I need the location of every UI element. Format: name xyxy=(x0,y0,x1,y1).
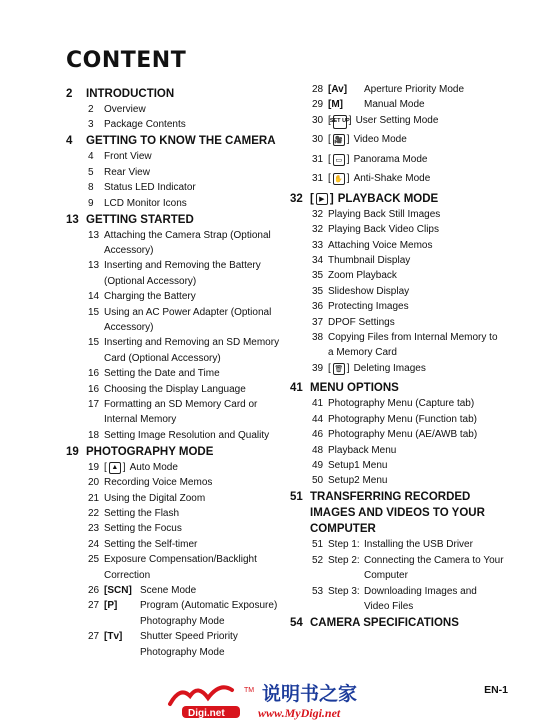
toc-section xyxy=(290,382,399,394)
toc-entry-label: Front View xyxy=(104,151,152,163)
toc-entry-label: Video Files xyxy=(364,600,414,612)
toc-entry-label: Setting the Focus xyxy=(104,523,182,535)
toc-entry xyxy=(312,154,428,166)
toc-page-number: 4 xyxy=(88,151,94,163)
bracket: [ xyxy=(328,173,331,185)
toc-indent xyxy=(88,616,140,627)
toc-entry xyxy=(88,508,179,519)
mydigi-logo xyxy=(158,676,398,722)
toc-section xyxy=(290,193,438,205)
bracket: [ xyxy=(328,134,331,146)
toc-entry xyxy=(88,647,225,658)
toc-section xyxy=(66,135,276,147)
toc-page-number: 13 xyxy=(88,229,100,241)
toc-entry-label: LCD Monitor Icons xyxy=(104,197,187,209)
bracket: [ xyxy=(328,153,331,165)
toc-entry xyxy=(312,398,474,409)
toc-entry-label: Attaching the Camera Strap (Optional xyxy=(104,229,271,241)
toc-entry-label: Accessory) xyxy=(104,322,154,333)
toc-entry-label: Internal Memory xyxy=(104,414,177,426)
toc-page-number: 2 xyxy=(88,104,94,115)
toc-entry-label: Auto Mode xyxy=(129,461,178,473)
mode-icon: ✋ xyxy=(333,173,345,185)
mode-icon: SET UP xyxy=(333,115,347,129)
toc-entry xyxy=(312,601,413,612)
mode-icon: ▶ xyxy=(316,193,328,205)
toc-entry xyxy=(88,230,271,241)
toc-section xyxy=(290,617,459,629)
toc-entry xyxy=(312,255,410,266)
toc-entry-label: DPOF Settings xyxy=(328,316,395,328)
toc-entry-label: Playing Back Video Clips xyxy=(328,224,439,236)
toc-entry-label: Setting the Date and Time xyxy=(104,368,220,380)
toc-entry-label: MENU OPTIONS xyxy=(310,382,399,395)
toc-page-number: 26 xyxy=(88,585,100,596)
page-number: EN-1 xyxy=(484,684,508,696)
toc-entry xyxy=(312,99,425,110)
toc-entry xyxy=(88,600,277,611)
toc-section xyxy=(66,88,174,100)
toc-indent xyxy=(88,414,104,425)
logo-url: www.MyDigi.net xyxy=(258,706,341,720)
toc-entry-label: Recording Voice Memos xyxy=(104,477,213,489)
toc-entry xyxy=(312,134,407,146)
toc-entry-label: Copying Files from Internal Memory to xyxy=(328,332,498,343)
toc-entry-label: Aperture Priority Mode xyxy=(364,84,465,95)
toc-entry xyxy=(312,555,504,566)
toc-entry-label: CAMERA SPECIFICATIONS xyxy=(310,616,459,629)
toc-section xyxy=(290,507,485,519)
toc-page-number: 3 xyxy=(88,119,94,131)
toc-page-number: 19 xyxy=(88,461,100,473)
toc-page-number: 53 xyxy=(312,585,324,597)
toc-entry xyxy=(312,539,473,550)
toc-entry-label: IMAGES AND VIDEOS TO YOUR xyxy=(310,507,485,520)
toc-entry xyxy=(312,209,440,220)
toc-entry xyxy=(312,570,408,581)
toc-entry xyxy=(312,115,438,129)
toc-entry xyxy=(312,270,397,281)
toc-page-number: 28 xyxy=(312,84,324,95)
toc-entry xyxy=(88,631,238,642)
bracket: ] xyxy=(122,461,126,473)
toc-indent xyxy=(312,570,364,581)
toc-entry-label: Photography Mode xyxy=(140,615,225,627)
toc-page-number: 17 xyxy=(88,399,100,410)
toc-page-number: 35 xyxy=(312,270,324,282)
toc-entry-label: Setting Image Resolution and Quality xyxy=(104,429,270,441)
toc-entry xyxy=(88,523,182,534)
toc-entry-label: Package Contents xyxy=(104,119,186,131)
toc-page-number: 14 xyxy=(88,291,100,303)
toc-page-number: 38 xyxy=(312,332,324,343)
toc-entry xyxy=(88,167,150,178)
toc-entry-label: Using the Digital Zoom xyxy=(104,492,206,504)
bracket: [ xyxy=(104,461,107,473)
toc-entry-label: Setting the Flash xyxy=(104,508,180,519)
toc-page-number: 32 xyxy=(290,192,303,205)
toc-entry xyxy=(88,430,269,441)
toc-entry-label: GETTING STARTED xyxy=(86,213,194,226)
toc-page-number: 50 xyxy=(312,475,324,487)
toc-page-number: 22 xyxy=(88,508,100,519)
bracket: [ xyxy=(328,114,331,126)
toc-page-number: 18 xyxy=(88,429,100,441)
toc-entry xyxy=(88,245,153,256)
toc-page-number: 24 xyxy=(88,538,100,550)
toc-entry xyxy=(312,317,395,328)
toc-entry-label: Exposure Compensation/Backlight xyxy=(104,554,257,566)
toc-entry-label: GETTING TO KNOW THE CAMERA xyxy=(86,135,276,148)
toc-entry xyxy=(88,337,279,348)
toc-entry-label: Program (Automatic Exposure) xyxy=(140,600,278,612)
toc-indent xyxy=(312,347,328,358)
toc-entry-label: (Optional Accessory) xyxy=(104,275,197,287)
toc-page-number: 36 xyxy=(312,301,324,313)
toc-page-number: 46 xyxy=(312,429,324,441)
toc-indent xyxy=(88,276,104,287)
toc-page-number: 30 xyxy=(312,114,324,126)
toc-entry-label: User Setting Mode xyxy=(355,114,439,126)
toc-entry-label: Formatting an SD Memory Card or xyxy=(104,399,258,410)
toc-entry xyxy=(88,585,196,596)
toc-entry xyxy=(88,353,221,364)
toc-entry-label: INTRODUCTION xyxy=(86,88,175,100)
toc-entry-label: TRANSFERRING RECORDED xyxy=(310,491,471,504)
toc-page-number: 15 xyxy=(88,306,100,318)
toc-entry xyxy=(312,84,464,95)
toc-page-number: 54 xyxy=(290,616,303,629)
toc-entry xyxy=(88,368,220,379)
toc-entry xyxy=(312,173,430,185)
toc-entry xyxy=(312,224,439,235)
toc-mode-tag: [Av] xyxy=(328,84,348,95)
toc-entry xyxy=(88,119,186,130)
toc-entry-label: Slideshow Display xyxy=(328,285,410,297)
toc-entry-label: Connecting the Camera to Your xyxy=(364,554,504,566)
toc-entry-label: Scene Mode xyxy=(140,585,197,596)
bracket: [ xyxy=(328,362,331,374)
bracket: ] xyxy=(346,153,350,165)
toc-entry-label: Inserting and Removing an SD Memory xyxy=(104,337,280,349)
toc-entry-label: Using an AC Power Adapter (Optional xyxy=(104,306,272,318)
bracket: ] xyxy=(346,173,350,185)
toc-entry-label: Photography Mode xyxy=(140,646,225,658)
toc-page-number: 20 xyxy=(88,477,100,489)
toc-page-number: 52 xyxy=(312,554,324,566)
toc-entry-label: Setting the Self-timer xyxy=(104,538,198,550)
toc-page-number: 34 xyxy=(312,255,324,266)
toc-entry-label: a Memory Card xyxy=(328,347,397,359)
toc-entry xyxy=(88,198,187,209)
toc-indent xyxy=(312,601,364,612)
toc-entry-label: Inserting and Removing the Battery xyxy=(104,260,261,272)
toc-entry-label: Attaching Voice Memos xyxy=(328,239,433,251)
toc-section xyxy=(66,446,213,458)
toc-entry-label: Status LED Indicator xyxy=(104,182,196,194)
toc-entry xyxy=(88,414,176,425)
toc-entry-label: Video Mode xyxy=(353,134,407,146)
toc-page-number: 31 xyxy=(312,153,324,165)
toc-entry xyxy=(88,539,197,550)
auto-mode-icon: ▲ xyxy=(109,462,121,474)
toc-section xyxy=(66,214,194,226)
toc-indent xyxy=(88,353,104,364)
toc-mode-tag: [Tv] xyxy=(104,631,123,643)
toc-entry-label: COMPUTER xyxy=(310,523,376,536)
toc-page-number: 35 xyxy=(312,285,324,297)
toc-indent xyxy=(290,523,310,535)
toc-entry-label: Charging the Battery xyxy=(104,291,196,303)
toc-entry xyxy=(88,307,271,318)
toc-entry-label: Rear View xyxy=(104,166,150,178)
toc-indent xyxy=(88,570,104,581)
bracket: ] xyxy=(346,362,350,374)
toc-entry xyxy=(88,399,257,410)
toc-entry-label: Computer xyxy=(364,570,408,582)
toc-entry-label: Photography Menu (AE/AWB tab) xyxy=(328,429,478,441)
toc-entry xyxy=(312,414,477,425)
toc-entry xyxy=(88,477,212,488)
toc-entry-label: Zoom Playback xyxy=(328,270,397,282)
toc-page-number: 27 xyxy=(88,600,100,612)
toc-entry-label: Deleting Images xyxy=(353,362,426,374)
toc-page-number: 21 xyxy=(88,492,100,504)
mode-icon: 🗑 xyxy=(333,363,345,375)
toc-entry xyxy=(88,462,178,474)
toc-page-number: 33 xyxy=(312,239,324,251)
toc-indent xyxy=(88,322,104,333)
toc-indent xyxy=(290,507,310,519)
toc-page-number: 2 xyxy=(66,88,73,100)
toc-entry xyxy=(312,445,396,456)
toc-page-number: 44 xyxy=(312,413,324,425)
toc-entry xyxy=(88,291,196,302)
toc-page-number: 30 xyxy=(312,134,324,146)
toc-entry-label: Correction xyxy=(104,569,151,581)
toc-entry-label: Photography Menu (Function tab) xyxy=(328,413,477,425)
toc-section xyxy=(290,523,376,535)
bracket: ] xyxy=(348,114,352,126)
mode-icon: ▭ xyxy=(333,154,345,166)
toc-page-number: 9 xyxy=(88,197,94,209)
toc-entry xyxy=(88,322,153,333)
toc-entry xyxy=(312,332,498,343)
toc-page-number: 8 xyxy=(88,182,94,194)
toc-entry-label: Anti-Shake Mode xyxy=(353,173,431,185)
toc-indent xyxy=(88,245,104,256)
toc-entry xyxy=(312,347,397,358)
toc-entry xyxy=(312,429,477,440)
toc-page-number: 5 xyxy=(88,166,94,178)
toc-page-number: 51 xyxy=(290,491,303,504)
toc-entry-label: Setup2 Menu xyxy=(328,475,388,487)
toc-entry xyxy=(88,384,246,395)
toc-entry xyxy=(88,276,196,287)
toc-entry xyxy=(312,460,388,471)
toc-page-number: 4 xyxy=(66,135,73,148)
bracket: ] xyxy=(329,192,334,205)
toc-mode-tag: Step 3: xyxy=(328,585,360,597)
toc-entry-label: Downloading Images and xyxy=(364,585,477,597)
toc-entry xyxy=(88,493,205,504)
toc-page-number: 13 xyxy=(66,213,79,226)
toc-entry xyxy=(88,151,152,162)
logo-tm: TM xyxy=(244,687,255,694)
toc-page-number: 51 xyxy=(312,539,324,551)
toc-entry-label: Setup1 Menu xyxy=(328,459,388,471)
toc-entry-label: Manual Mode xyxy=(364,99,425,111)
toc-entry xyxy=(88,104,146,115)
toc-entry-label: Card (Optional Accessory) xyxy=(104,352,221,364)
toc-entry xyxy=(88,182,196,193)
toc-page-number: 32 xyxy=(312,208,324,220)
toc-page-number: 31 xyxy=(312,173,324,185)
logo-digi: Digi.net xyxy=(188,708,225,719)
toc-entry-label: Choosing the Display Language xyxy=(104,383,246,395)
toc-page-number: 48 xyxy=(312,444,324,456)
toc-page-number: 41 xyxy=(312,398,324,410)
toc-entry-label: PLAYBACK MODE xyxy=(337,192,439,205)
toc-page-number: 19 xyxy=(66,445,79,458)
toc-section xyxy=(290,491,470,503)
toc-page-number: 15 xyxy=(88,337,100,349)
toc-entry xyxy=(88,260,261,271)
toc-entry-label: Panorama Mode xyxy=(353,153,428,165)
toc-entry-label: Installing the USB Driver xyxy=(364,539,473,551)
mode-icon: 🎥 xyxy=(333,134,345,146)
toc-page-number: 13 xyxy=(88,260,100,272)
toc-entry-label: Shutter Speed Priority xyxy=(140,631,238,643)
toc-page-number: 32 xyxy=(312,224,324,236)
toc-entry-label: Playback Menu xyxy=(328,444,397,456)
bracket: ] xyxy=(346,134,350,146)
toc-page-number: 16 xyxy=(88,368,100,380)
toc-entry-label: Photography Menu (Capture tab) xyxy=(328,398,475,410)
toc-page-number: 49 xyxy=(312,459,324,471)
toc-mode-tag: [M] xyxy=(328,99,343,111)
toc-entry xyxy=(312,363,426,375)
toc-mode-tag: Step 1: xyxy=(328,539,360,551)
toc-entry xyxy=(312,301,409,312)
toc-entry xyxy=(88,554,257,565)
toc-page-number: 39 xyxy=(312,362,324,374)
toc-page-number: 25 xyxy=(88,554,100,566)
toc-page-number: 41 xyxy=(290,382,303,395)
toc-entry xyxy=(312,586,477,597)
toc-page-number: 23 xyxy=(88,523,100,535)
toc-page-number: 27 xyxy=(88,631,100,643)
toc-entry xyxy=(312,475,388,486)
logo-cn: 说明书之家 xyxy=(262,683,358,705)
toc-entry-label: Thumbnail Display xyxy=(328,255,411,266)
toc-entry xyxy=(312,286,409,297)
toc-mode-tag: [SCN] xyxy=(104,585,132,596)
toc-indent xyxy=(88,647,140,658)
toc-entry xyxy=(312,240,433,251)
toc-entry-label: Accessory) xyxy=(104,245,154,256)
toc-page-number: 29 xyxy=(312,99,324,111)
toc-mode-tag: [P] xyxy=(104,600,118,612)
toc-entry-label: Playing Back Still Images xyxy=(328,208,441,220)
toc-entry-label: PHOTOGRAPHY MODE xyxy=(86,445,214,458)
toc-mode-tag: Step 2: xyxy=(328,554,360,566)
page-title: CONTENT xyxy=(66,48,187,73)
toc-entry xyxy=(88,616,225,627)
bracket: [ xyxy=(310,192,314,205)
toc-entry-label: Protecting Images xyxy=(328,301,409,313)
toc-page-number: 37 xyxy=(312,316,324,328)
toc-entry xyxy=(88,570,150,581)
toc-entry-label: Overview xyxy=(104,104,146,115)
toc-page-number: 16 xyxy=(88,383,100,395)
